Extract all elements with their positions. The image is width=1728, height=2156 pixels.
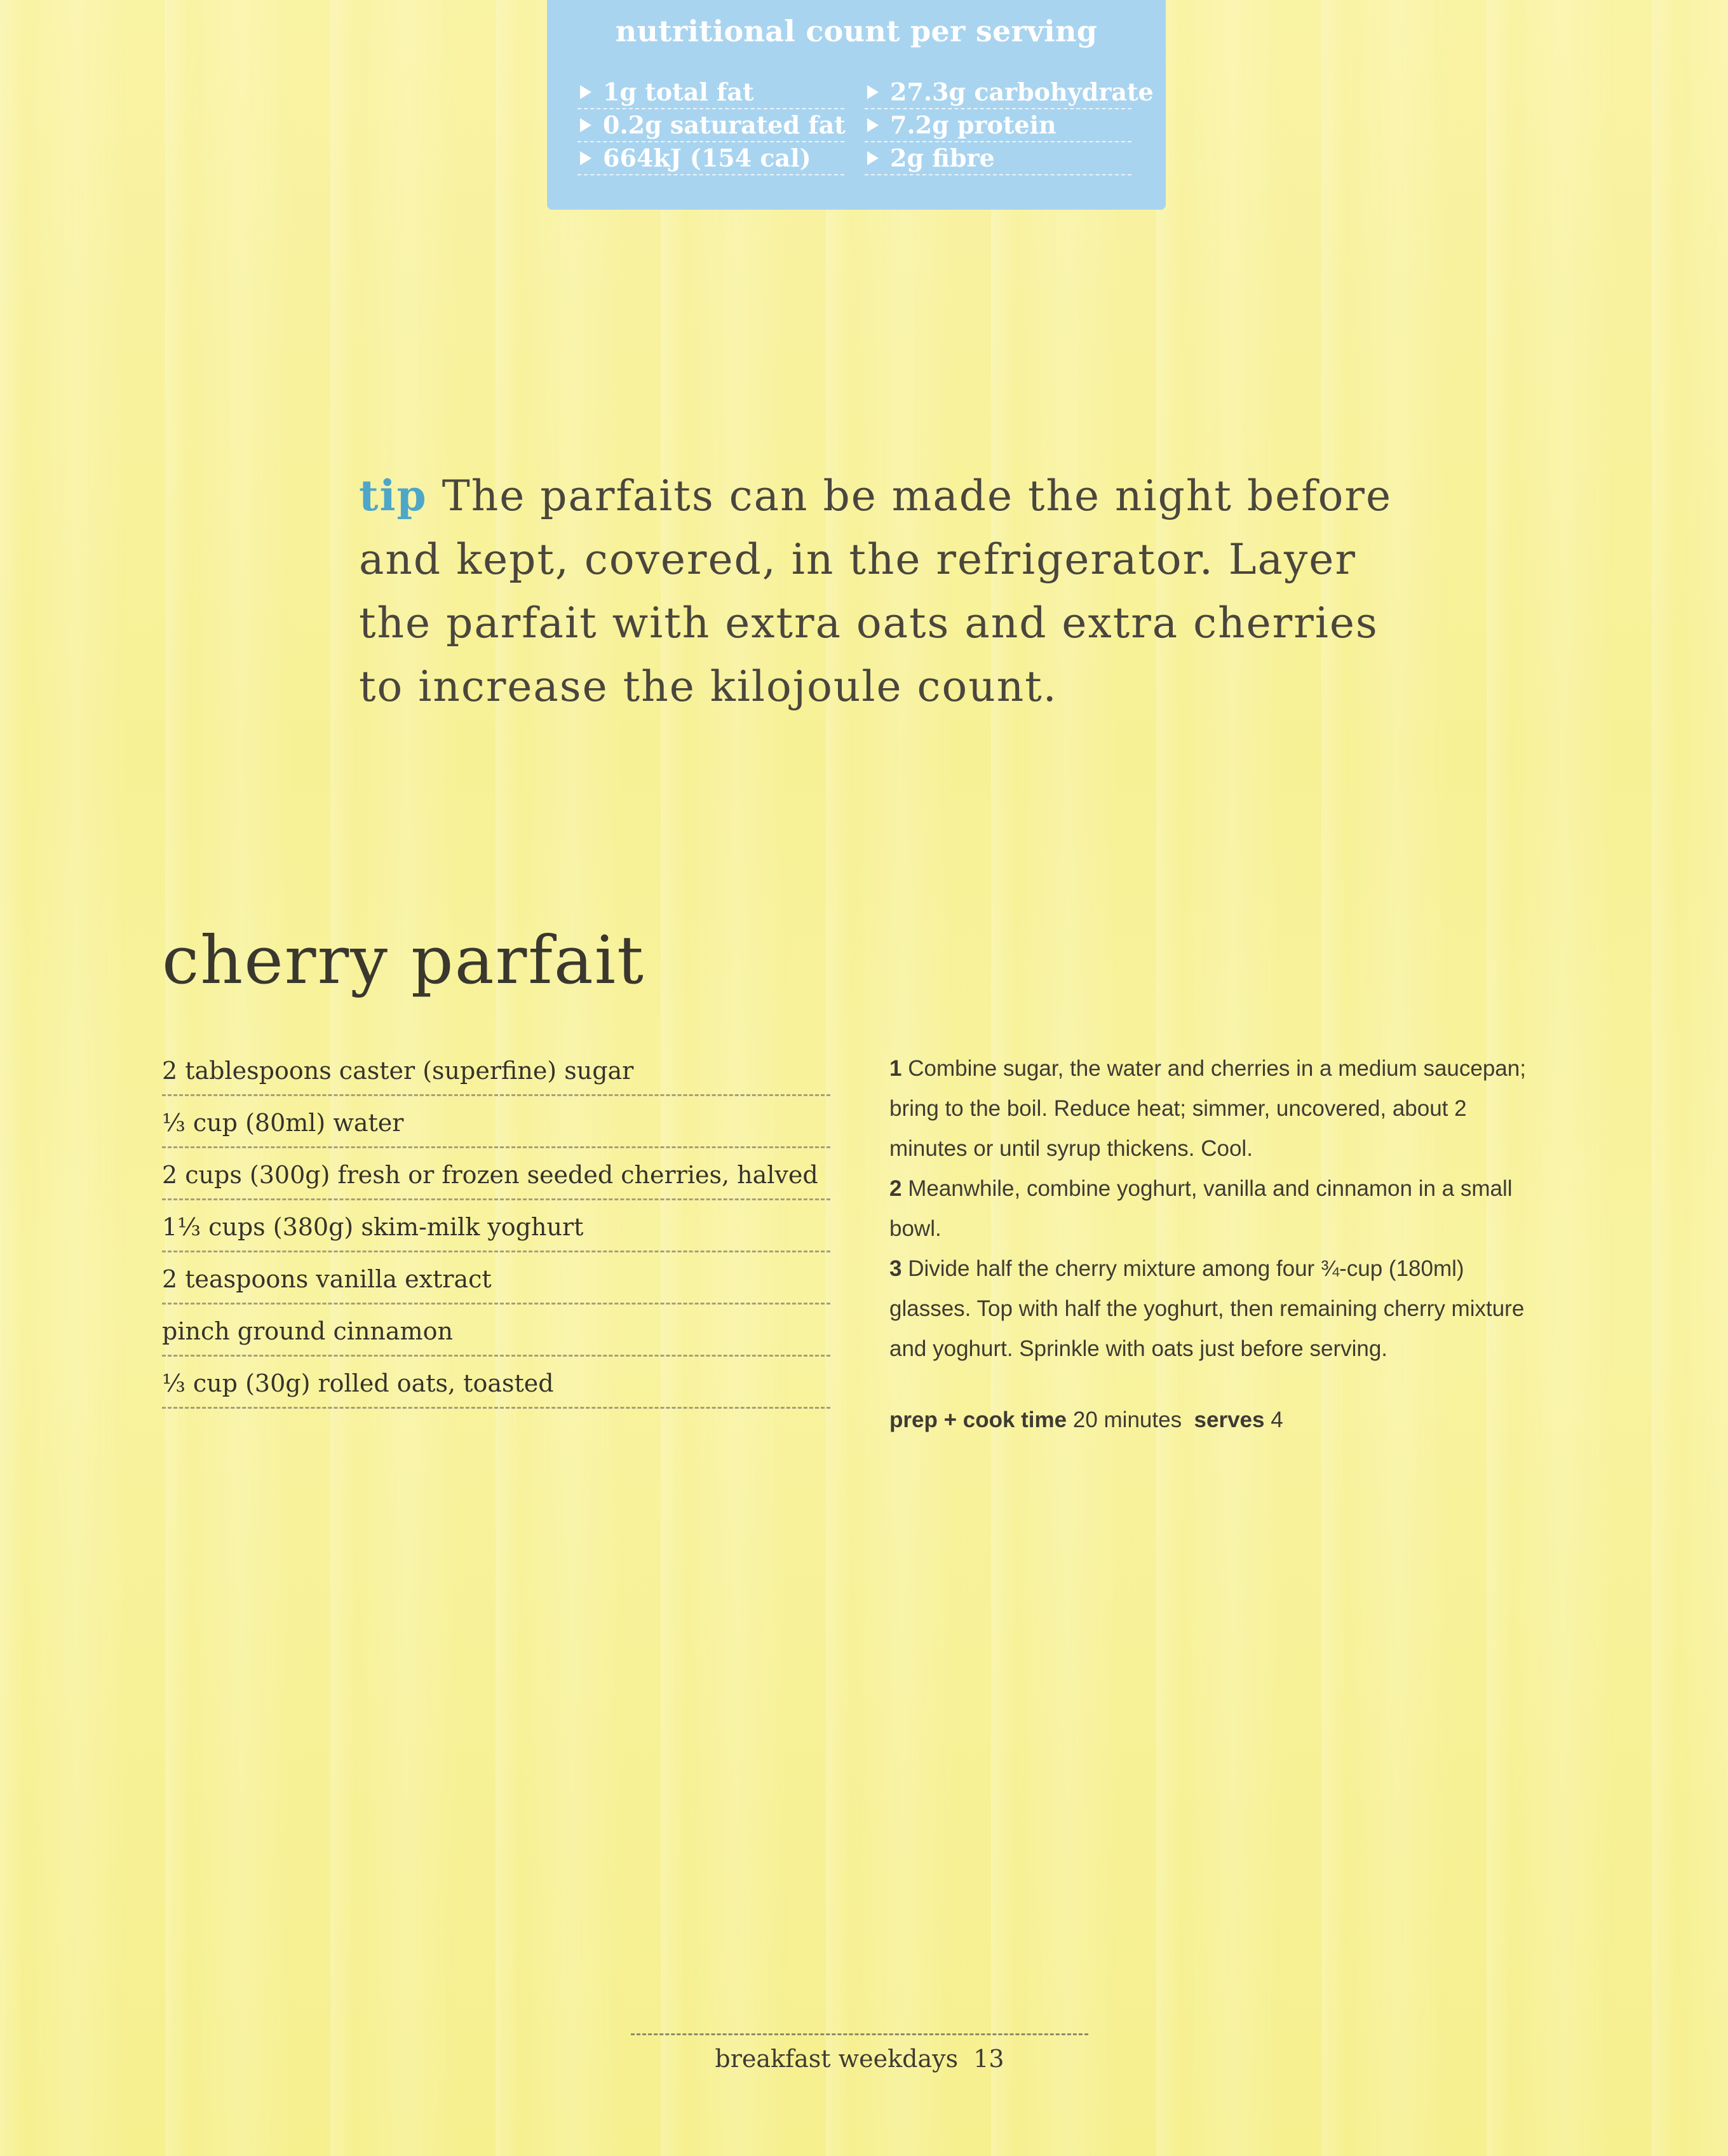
footer-divider [631, 2033, 1088, 2035]
tip-label: tip [359, 471, 428, 520]
triangle-bullet-icon [867, 118, 879, 132]
recipe-timing [889, 1407, 1283, 1433]
ingredient-item: pinch ground cinnamon [162, 1306, 830, 1357]
triangle-bullet-icon [867, 151, 879, 165]
ingredient-item: ⅓ cup (30g) rolled oats, toasted [162, 1358, 830, 1409]
step-number: 1 [889, 1056, 902, 1081]
method-step [889, 1048, 1550, 1169]
tip-text: The parfaits can be made the night before and kept, covered, in the refrigerator. Layer the parfait with extra oats and extra cherries to increase the kilojoule count. [359, 471, 1392, 711]
triangle-bullet-icon [867, 85, 879, 99]
method-step [889, 1169, 1550, 1249]
nutrition-panel [547, 0, 1166, 210]
nutrition-item: 1g total fat [577, 76, 844, 109]
step-text: Divide half the cherry mixture among four ¾-cup (180ml) glasses. Top with half the yoghurt, then remaining cherry mixture and yoghurt. Sprinkle with oats just before serving. [889, 1256, 1525, 1361]
ingredient-item: ⅓ cup (80ml) water [162, 1097, 830, 1148]
triangle-bullet-icon [580, 151, 591, 165]
step-text: Meanwhile, combine yoghurt, vanilla and cinnamon in a small bowl. [889, 1176, 1513, 1241]
triangle-bullet-icon [580, 118, 591, 132]
step-text: Combine sugar, the water and cherries in a medium saucepan; bring to the boil. Reduce heat; simmer, uncovered, about 2 minutes or until syrup thickens. Cool. [889, 1056, 1526, 1161]
ingredient-item: 1⅓ cups (380g) skim-milk yoghurt [162, 1202, 830, 1252]
nutrition-column-left [577, 76, 844, 175]
nutrition-item: 27.3g carbohydrate [865, 76, 1131, 109]
page-footer: breakfast weekdays 13 [715, 2045, 1004, 2073]
serves-value: 4 [1271, 1407, 1283, 1432]
ingredient-item: 2 cups (300g) fresh or frozen seeded cherries, halved [162, 1149, 830, 1200]
nutrition-column-right [865, 76, 1154, 175]
nutrition-item: 0.2g saturated fat [577, 109, 844, 142]
serves-label: serves [1194, 1407, 1265, 1432]
ingredient-item: 2 teaspoons vanilla extract [162, 1254, 830, 1305]
method-steps [889, 1048, 1550, 1369]
time-value: 20 minutes [1072, 1407, 1182, 1432]
nutrition-item: 664kJ (154 cal) [577, 142, 844, 175]
nutrition-item: 2g fibre [865, 142, 1131, 175]
method-step [889, 1249, 1550, 1369]
recipe-title: cherry parfait [162, 921, 645, 999]
nutrition-item: 7.2g protein [865, 109, 1131, 142]
step-number: 3 [889, 1256, 902, 1281]
triangle-bullet-icon [580, 85, 591, 99]
ingredient-item: 2 tablespoons caster (superfine) sugar [162, 1045, 830, 1096]
step-number: 2 [889, 1176, 902, 1201]
tip-paragraph [359, 464, 1401, 719]
time-label: prep + cook time [889, 1407, 1067, 1432]
ingredient-list [162, 1045, 830, 1410]
nutrition-heading: nutritional count per serving [615, 14, 1098, 48]
